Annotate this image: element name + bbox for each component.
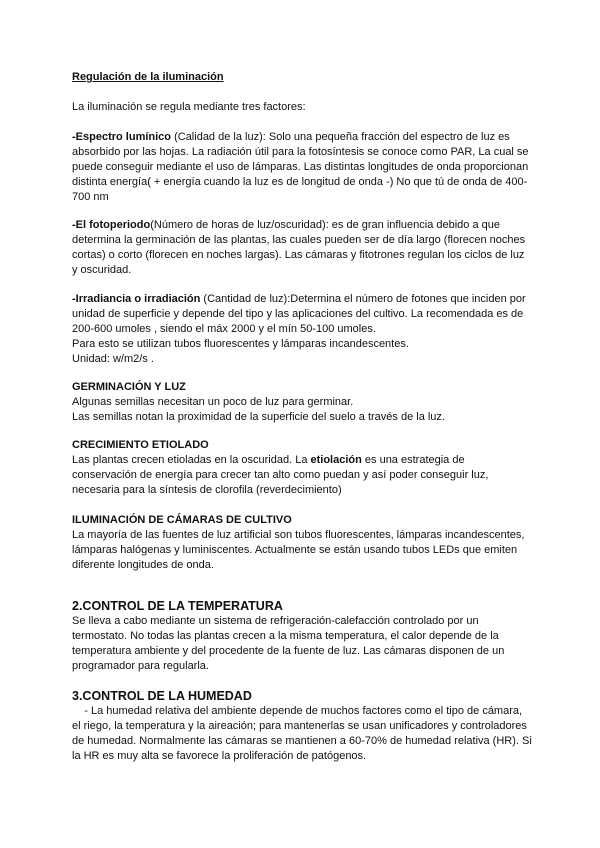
intro-block [72,100,532,115]
humedad-block [72,688,535,764]
crecimiento-paragraph [72,453,532,498]
camaras-block [72,513,532,573]
section-title-block [72,70,532,85]
crecimiento-text-after: es una estrategia de conservación de energía para crecer tan alto como puedan y así poder conseguir luz, necesaria para la síntesis de clorofila (reverdecimiento) [72,454,489,496]
crecimiento-heading: CRECIMIENTO ETIOLADO [72,439,209,451]
irradiancia-term: -Irradiancia o irradiación [72,293,201,305]
temperatura-paragraph: Se lleva a cabo mediante un sistema de refrigeración-calefacción controlado por un termostato. No todas las plantas crecen a la misma temperatura, el calor depende de la temperatura ambiente y del procedente de la fuente de luz. Las cámaras disponen de un programador para regularla. [72,615,505,672]
fotoperiodo-text: (Número de horas de luz/oscuridad): es de gran influencia debido a que determina la germinación de las plantas, las cuales pueden ser de día largo (florecen noches cortas) o corto (florecen en noches largas). Las cámaras y fitotrones regulan los ciclos de luz y oscuridad. [72,219,526,276]
irradiancia-text: (Cantidad de luz):Determina el número de fotones que inciden por unidad de superficie y depende del tipo y las aplicaciones del cultivo. La recomendada es de 200-600 umoles , siendo el máx 2000 y el mín 50-100 umoles. [72,293,526,335]
etiolacion-term: etiolación [310,454,362,466]
crecimiento-block [72,438,532,498]
fotoperiodo-term: -El fotoperiodo [72,219,151,231]
camaras-paragraph: La mayoría de las fuentes de luz artificial son tubos fluorescentes, lámparas incandescentes, lámparas halógenas y luminiscentes. Actualmente se están usando tubos LEDs que emiten diferente longitudes de onda. [72,529,525,571]
camaras-heading: ILUMINACIÓN DE CÁMARAS DE CULTIVO [72,514,292,526]
intro-paragraph: La iluminación se regula mediante tres factores: [72,101,306,113]
irradiancia-paragraph [72,292,532,337]
humedad-heading: 3.CONTROL DE LA HUMEDAD [72,689,252,703]
fotoperiodo-paragraph [72,218,532,278]
irradiancia-line2: Para esto se utilizan tubos fluorescentes y lámparas incandescentes. [72,338,409,350]
irradiancia-line3: Unidad: w/m2/s . [72,353,154,365]
irradiancia-block [72,292,532,367]
temperatura-block [72,598,532,674]
germinacion-line2: Las semillas notan la proximidad de la superficie del suelo a través de la luz. [72,411,445,423]
espectro-term: -Espectro lumínico [72,131,172,143]
page-title: Regulación de la iluminación [72,71,224,83]
fotoperiodo-block [72,218,532,278]
germinacion-heading: GERMINACIÓN Y LUZ [72,381,186,393]
espectro-text: (Calidad de la luz): Solo una pequeña fracción del espectro de luz es absorbido por las hojas. La radiación útil para la fotosíntesis se conoce como PAR, La cual se puede conseguir mediante el uso de lámparas. Las distintas longitudes de onda proporcionan distinta energía( + energía cuando la luz es de longitud de onda -) No que tú de onda de 400-700 nm [72,131,529,203]
germinacion-line1: Algunas semillas necesitan un poco de luz para germinar. [72,396,354,408]
crecimiento-text-before: Las plantas crecen etioladas en la oscuridad. La [72,454,311,466]
temperatura-heading: 2.CONTROL DE LA TEMPERATURA [72,599,283,613]
humedad-paragraph: - La humedad relativa del ambiente depende de muchos factores como el tipo de cámara, el riego, la temperatura y la aireación; para mantenerlas se usan unificadores y controladores de humedad. Normalmente las cámaras se mantienen a 60-70% de humedad relativa (HR). Si la HR es muy alta se favorece la proliferación de patógenos. [72,705,535,762]
germinacion-block [72,380,532,425]
espectro-block [72,130,532,205]
espectro-paragraph [72,130,532,205]
